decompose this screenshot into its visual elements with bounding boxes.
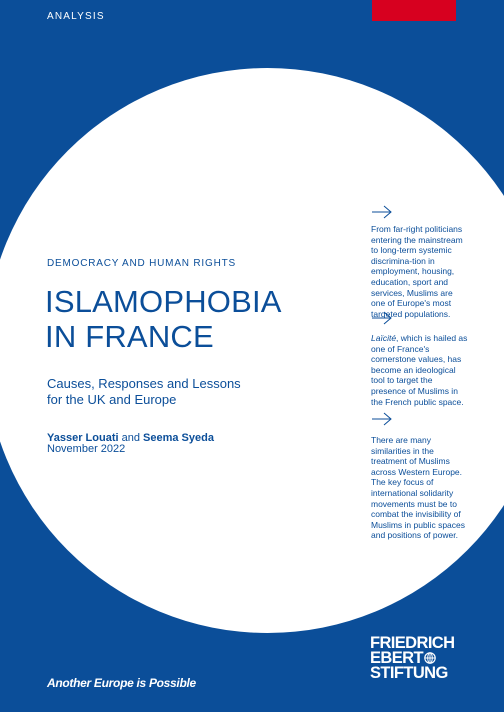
subtitle	[47, 376, 241, 408]
author-2: Seema Syeda	[143, 432, 214, 444]
sidebar-point-1: From far-right politicians entering the mainstream to long-term systemic discrimina-tion in employment, housing, education, sport and services, Muslims are one of Europe's most targeted populations.	[371, 224, 463, 319]
sidebar-point-2-text: , which is hailed as one of France's cornerstone values, has become an ideological tool to target the presence of Muslims in the French public space.	[371, 333, 468, 407]
author-conjunction: and	[118, 432, 144, 444]
category-label: DEMOCRACY AND HUMAN RIGHTS	[47, 258, 236, 269]
tagline: Another Europe is Possible	[47, 676, 196, 690]
sidebar-point-2	[371, 333, 469, 407]
globe-icon	[424, 652, 436, 664]
subtitle-line-2: for the UK and Europe	[47, 392, 177, 407]
laicite-emphasis: Laïcité	[371, 333, 397, 343]
logo-line-1: FRIEDRICH	[370, 634, 455, 652]
logo-line-3: STIFTUNG	[370, 664, 448, 682]
logo-line-2: EBERT	[370, 649, 423, 667]
arrow-right-icon	[371, 311, 393, 325]
red-accent-bar	[372, 0, 456, 21]
author-1: Yasser Louati	[47, 432, 119, 444]
sidebar-point-3: There are many similarities in the treatment of Muslims across Western Europe. The key focus of international solidarity movements must be to combat the invisibility of Muslims in public spaces and positions of power.	[371, 435, 466, 541]
publication-type-label: ANALYSIS	[47, 11, 105, 22]
arrow-right-icon	[371, 205, 393, 219]
page-title	[45, 284, 282, 354]
title-line-2: IN FRANCE	[45, 319, 214, 354]
title-line-1: ISLAMOPHOBIA	[45, 284, 282, 319]
fes-logo	[370, 636, 460, 681]
publication-date: November 2022	[47, 443, 126, 455]
arrow-right-icon	[371, 412, 393, 426]
subtitle-line-1: Causes, Responses and Lessons	[47, 376, 241, 391]
